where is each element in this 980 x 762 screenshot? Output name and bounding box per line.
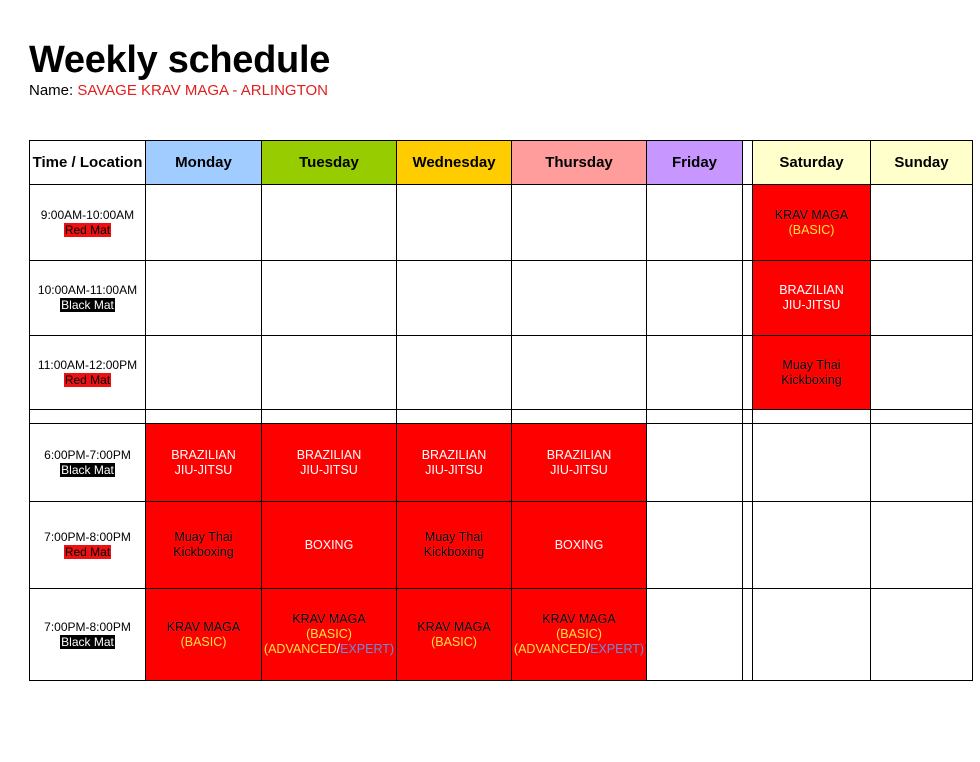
time-cell bbox=[30, 589, 146, 681]
spacer-cell bbox=[743, 502, 753, 589]
class-cell-tuesday bbox=[262, 424, 397, 502]
column-header-tuesday: Tuesday bbox=[262, 141, 397, 185]
column-spacer bbox=[743, 141, 753, 185]
empty-cell bbox=[871, 589, 973, 681]
location-badge: Black Mat bbox=[61, 634, 114, 649]
class-name: KRAV MAGA bbox=[774, 207, 849, 222]
time-range: 6:00PM-7:00PM bbox=[44, 447, 131, 462]
spacer-cell bbox=[743, 410, 753, 424]
expert-label: EXPERT) bbox=[590, 642, 645, 656]
name-label: Name: bbox=[29, 82, 74, 99]
class-cell-wednesday bbox=[397, 424, 512, 502]
table-row bbox=[30, 185, 973, 261]
column-header-time: Time / Location bbox=[30, 141, 146, 185]
class-level: (BASIC) bbox=[431, 634, 477, 649]
empty-cell bbox=[753, 424, 871, 502]
empty-cell bbox=[512, 410, 647, 424]
column-header-monday: Monday bbox=[146, 141, 262, 185]
empty-cell bbox=[647, 336, 743, 410]
empty-cell bbox=[871, 502, 973, 589]
table-row bbox=[30, 336, 973, 410]
empty-cell bbox=[262, 410, 397, 424]
table-row bbox=[30, 424, 973, 502]
class-name-line2: JIU-JITSU bbox=[425, 462, 483, 477]
time-range: 7:00PM-8:00PM bbox=[44, 530, 131, 544]
class-name: BRAZILIAN bbox=[779, 283, 844, 297]
spacer-cell bbox=[743, 424, 753, 502]
empty-cell bbox=[512, 336, 647, 410]
class-cell-wednesday bbox=[397, 502, 512, 589]
empty-cell bbox=[512, 185, 647, 261]
empty-cell bbox=[146, 410, 262, 424]
page-title: Weekly schedule bbox=[29, 39, 331, 81]
class-level: (BASIC) bbox=[306, 627, 352, 641]
time-cell bbox=[30, 424, 146, 502]
gap-row bbox=[30, 410, 973, 424]
time-range: 11:00AM-12:00PM bbox=[37, 357, 138, 372]
class-name-line2: Kickboxing bbox=[423, 545, 485, 559]
class-level: (BASIC) bbox=[180, 634, 227, 649]
column-header-wednesday: Wednesday bbox=[397, 141, 512, 185]
empty-cell bbox=[146, 261, 262, 336]
class-level-advanced bbox=[512, 642, 646, 657]
class-name-line2: JIU-JITSU bbox=[174, 462, 233, 477]
class-cell-monday bbox=[146, 502, 262, 589]
class-name: KRAV MAGA bbox=[542, 612, 616, 626]
class-cell-monday bbox=[146, 424, 262, 502]
empty-cell bbox=[753, 502, 871, 589]
advanced-label: (ADVANCED bbox=[513, 642, 587, 656]
class-name: Muay Thai bbox=[782, 357, 841, 372]
time-cell bbox=[30, 502, 146, 589]
class-name: BOXING bbox=[304, 537, 354, 552]
empty-cell bbox=[871, 336, 973, 410]
class-level: (BASIC) bbox=[788, 222, 835, 237]
class-name-line2: Kickboxing bbox=[781, 372, 842, 387]
class-name: KRAV MAGA bbox=[417, 619, 491, 634]
column-header-sunday: Sunday bbox=[871, 141, 973, 185]
empty-cell bbox=[512, 261, 647, 336]
empty-cell bbox=[397, 410, 512, 424]
class-name: KRAV MAGA bbox=[166, 619, 241, 634]
empty-cell bbox=[871, 424, 973, 502]
class-level-advanced bbox=[262, 642, 396, 657]
class-name: Muay Thai bbox=[174, 530, 233, 544]
empty-cell bbox=[146, 336, 262, 410]
class-name: Muay Thai bbox=[424, 530, 484, 544]
location-badge: Red Mat bbox=[64, 372, 111, 387]
empty-cell bbox=[397, 261, 512, 336]
class-cell-saturday bbox=[753, 336, 871, 410]
empty-cell bbox=[262, 336, 397, 410]
class-cell-thursday bbox=[512, 502, 647, 589]
class-cell-saturday bbox=[753, 261, 871, 336]
location-badge: Black Mat bbox=[61, 298, 114, 312]
column-header-saturday: Saturday bbox=[753, 141, 871, 185]
empty-cell bbox=[647, 589, 743, 681]
class-cell-tuesday bbox=[262, 589, 397, 681]
empty-cell bbox=[647, 502, 743, 589]
level-separator: / bbox=[586, 642, 591, 656]
empty-cell bbox=[262, 185, 397, 261]
header-row bbox=[30, 141, 973, 185]
empty-cell bbox=[647, 261, 743, 336]
empty-cell bbox=[753, 589, 871, 681]
time-cell bbox=[30, 261, 146, 336]
class-name: BRAZILIAN bbox=[296, 447, 362, 462]
empty-cell bbox=[30, 410, 146, 424]
class-name-line2: JIU-JITSU bbox=[300, 462, 358, 477]
class-cell-tuesday bbox=[262, 502, 397, 589]
empty-cell bbox=[647, 410, 743, 424]
time-range: 9:00AM-10:00AM bbox=[40, 207, 135, 222]
schedule-table bbox=[29, 140, 973, 681]
class-level: (BASIC) bbox=[556, 627, 602, 641]
column-header-friday: Friday bbox=[647, 141, 743, 185]
empty-cell bbox=[262, 261, 397, 336]
empty-cell bbox=[753, 410, 871, 424]
class-name-line2: JIU-JITSU bbox=[550, 462, 608, 477]
class-name: BOXING bbox=[554, 537, 604, 552]
expert-label: EXPERT) bbox=[340, 642, 395, 656]
column-header-thursday: Thursday bbox=[512, 141, 647, 185]
class-name-line2: JIU-JITSU bbox=[782, 298, 841, 312]
class-name: BRAZILIAN bbox=[171, 447, 236, 462]
class-cell-thursday bbox=[512, 589, 647, 681]
empty-cell bbox=[871, 185, 973, 261]
empty-cell bbox=[871, 261, 973, 336]
time-range: 10:00AM-11:00AM bbox=[37, 283, 138, 297]
spacer-cell bbox=[743, 261, 753, 336]
schedule-name bbox=[29, 82, 328, 100]
time-cell bbox=[30, 185, 146, 261]
empty-cell bbox=[647, 185, 743, 261]
name-value: SAVAGE KRAV MAGA - ARLINGTON bbox=[77, 82, 328, 99]
class-name: BRAZILIAN bbox=[421, 447, 487, 462]
class-cell-monday bbox=[146, 589, 262, 681]
empty-cell bbox=[871, 410, 973, 424]
class-name-line2: Kickboxing bbox=[173, 545, 234, 559]
advanced-label: (ADVANCED bbox=[263, 642, 337, 656]
class-cell-wednesday bbox=[397, 589, 512, 681]
location-badge: Black Mat bbox=[61, 462, 114, 477]
time-range: 7:00PM-8:00PM bbox=[44, 619, 131, 634]
empty-cell bbox=[397, 336, 512, 410]
empty-cell bbox=[146, 185, 262, 261]
empty-cell bbox=[647, 424, 743, 502]
empty-cell bbox=[397, 185, 512, 261]
class-name: BRAZILIAN bbox=[546, 447, 612, 462]
spacer-cell bbox=[743, 185, 753, 261]
table-row bbox=[30, 589, 973, 681]
location-badge: Red Mat bbox=[64, 545, 111, 559]
class-name: KRAV MAGA bbox=[292, 612, 366, 626]
table-row bbox=[30, 261, 973, 336]
location-badge: Red Mat bbox=[64, 222, 111, 237]
spacer-cell bbox=[743, 336, 753, 410]
class-cell-saturday bbox=[753, 185, 871, 261]
time-cell bbox=[30, 336, 146, 410]
class-cell-thursday bbox=[512, 424, 647, 502]
table-row bbox=[30, 502, 973, 589]
level-separator: / bbox=[336, 642, 341, 656]
spacer-cell bbox=[743, 589, 753, 681]
